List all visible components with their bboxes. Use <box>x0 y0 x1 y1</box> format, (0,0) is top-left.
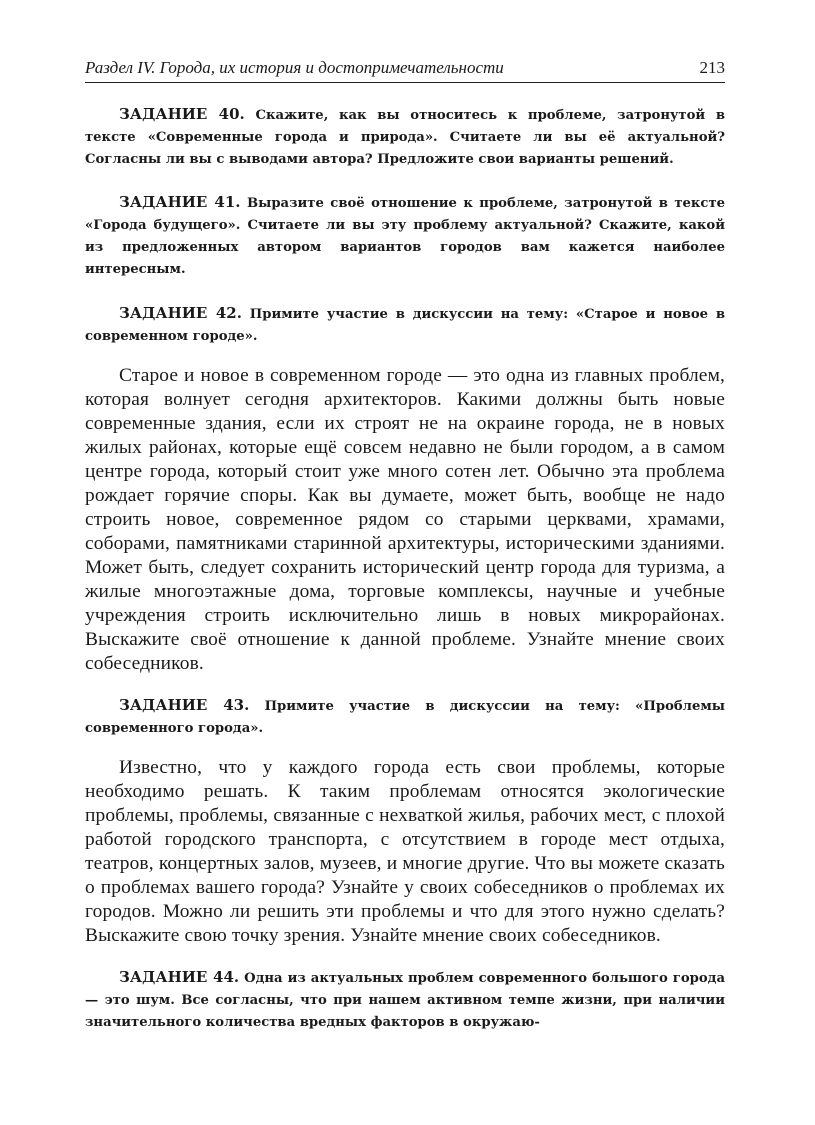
task-label: ЗАДАНИЕ 43. <box>119 696 250 714</box>
task-text: Выразите своё отношение к проблеме, затронутой в тексте «Города будущего». Считаете ли вы эту проблему актуальной? Скажите, какой из предложенных автором вариантов городов вам кажется наиболее интересным. <box>85 196 726 277</box>
page-number: 213 <box>699 58 725 77</box>
task-text: Скажите, как вы относитесь к проблеме, затронутой в тексте «Современные города и природа». Считаете ли вы её актуальной? Согласны ли вы с выводами автора? Предложите свои варианты решений. <box>85 108 726 167</box>
task-43 <box>85 694 725 740</box>
task-label: ЗАДАНИЕ 44. <box>119 968 240 986</box>
task-44 <box>85 966 725 1034</box>
task-43-body: Известно, что у каждого города есть свои проблемы, которые необходимо решать. К таким проблемам относятся экологические проблемы, проблемы, связанные с нехваткой жилья, рабочих мест, с плохой работой городского транспорта, с отсутствием в городе мест отдыха, театров, концертных залов, музеев, и многие другие. Что вы можете сказать о проблемах вашего города? Узнайте у своих собеседников о проблемах их городов. Можно ли решить эти проблемы и что для этого нужно сделать? Выскажите свою точку зрения. Узнайте мнение своих собеседников. <box>85 757 725 946</box>
task-text: Примите участие в дискуссии на тему: «Проблемы современного города». <box>85 699 726 736</box>
section-title: Раздел IV. Города, их история и достопримечательности <box>85 58 504 77</box>
book-page <box>85 58 725 1034</box>
task-40 <box>85 103 725 171</box>
task-text: Примите участие в дискуссии на тему: «Старое и новое в современном городе». <box>85 307 726 344</box>
running-head <box>85 58 725 83</box>
task-text: Одна из актуальных проблем современного большого города — это шум. Все согласны, что при нашем активном темпе жизни, при наличии значительного количества вредных факторов в окружаю- <box>85 971 725 1030</box>
task-label: ЗАДАНИЕ 42. <box>119 304 242 322</box>
task-42-body: Старое и новое в современном городе — это одна из главных проблем, которая волнует сегодня архитекторов. Какими должны быть новые современные здания, если их строят не на окраине города, не в новых жилых районах, которые ещё совсем недавно не были городом, а в самом центре города, который стоит уже много сотен лет. Обычно эта проблема рождает горячие споры. Как вы думаете, может быть, вообще не надо строить новое, современное рядом со старыми церквами, храмами, соборами, памятниками старинной архитектуры, историческими зданиями. Может быть, следует сохранить исторический центр города для туризма, а жилые многоэтажные дома, торговые комплексы, научные и учебные учреждения строить исключительно лишь в новых микрорайонах. Выскажите своё отношение к данной проблеме. Узнайте мнение своих собеседников. <box>85 365 725 674</box>
task-label: ЗАДАНИЕ 40. <box>119 105 245 123</box>
task-42 <box>85 302 725 348</box>
task-41 <box>85 191 725 281</box>
task-label: ЗАДАНИЕ 41. <box>119 193 241 211</box>
